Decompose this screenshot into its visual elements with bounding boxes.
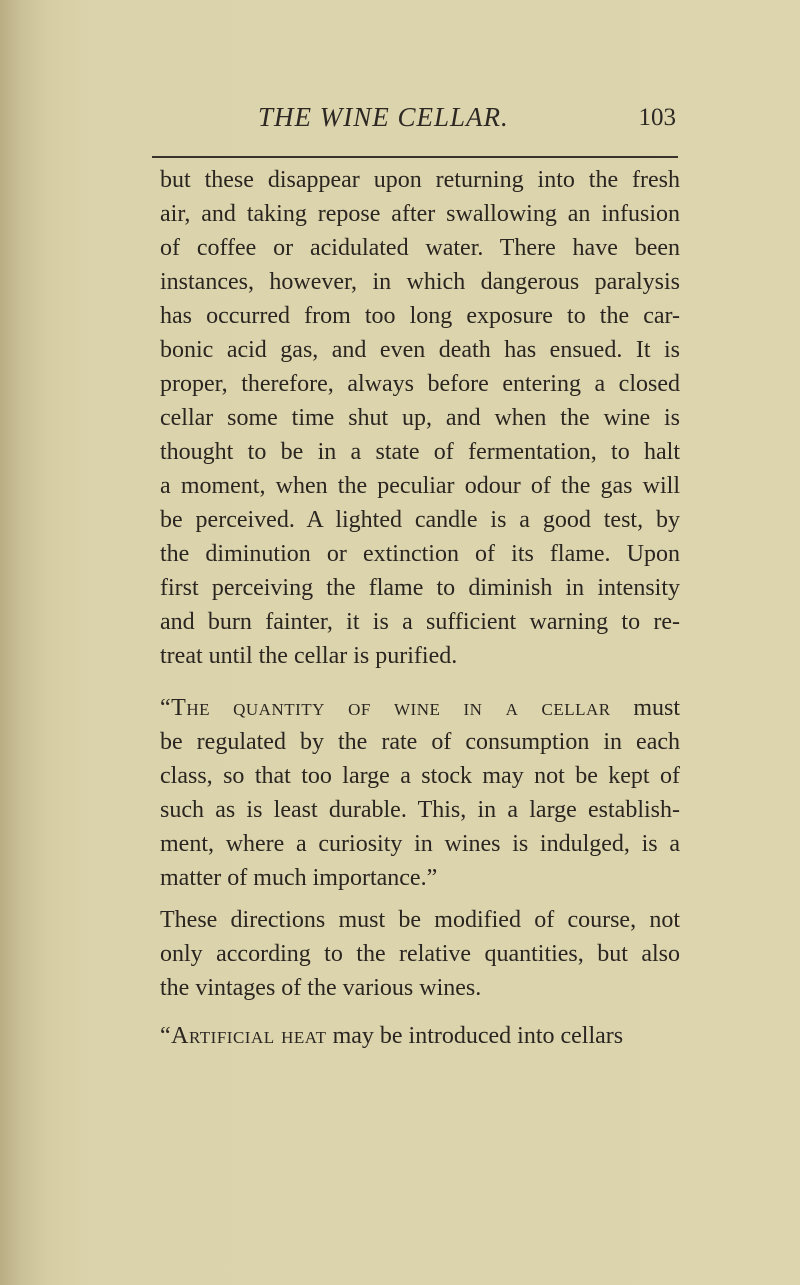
text-line: proper, therefore, always before entering a closed — [160, 371, 680, 397]
text-line: a moment, when the peculiar odour of the gas will — [160, 473, 680, 499]
text-line: first perceiving the flame to diminish in intensity — [160, 575, 680, 601]
text-line: be regulated by the rate of consumption in each — [160, 729, 680, 755]
page-number: 103 — [638, 104, 676, 131]
paragraph-4 — [160, 1019, 680, 1053]
text-line: the diminution or extinction of its flame. Upon — [160, 541, 680, 567]
body-text — [160, 163, 680, 1053]
text-line: class, so that too large a stock may not be kept of — [160, 763, 680, 789]
text-line: treat until the cellar is purified. — [160, 643, 458, 669]
text-line: These directions must be modified of course, not — [160, 907, 680, 933]
text-line: instances, however, in which dangerous paralysis — [160, 269, 680, 295]
text-line: matter of much importance.” — [160, 865, 438, 891]
text-line: thought to be in a state of fermentation, to halt — [160, 439, 680, 465]
running-title: THE WINE CELLAR. — [258, 102, 509, 132]
text-line: has occurred from too long exposure to the car- — [160, 303, 680, 329]
text-line-rest: must — [610, 695, 680, 721]
header-rule — [152, 156, 678, 158]
paragraph-gap — [160, 1005, 680, 1019]
text-line: bonic acid gas, and even death has ensued. It is — [160, 337, 680, 363]
text-line-first — [160, 1019, 680, 1053]
text-line: the vintages of the various wines. — [160, 975, 482, 1001]
paragraph-gap — [160, 895, 680, 903]
paragraph-1 — [160, 163, 680, 673]
text-line: cellar some time shut up, and when the wine is — [160, 405, 680, 431]
text-line: ment, where a curiosity in wines is indulged, is a — [160, 831, 680, 857]
text-line: and burn fainter, it is a sufficient warning to re- — [160, 609, 680, 635]
small-caps-lead: “Artificial heat — [160, 1023, 327, 1049]
text-line: but these disappear upon returning into the fresh — [160, 167, 680, 193]
text-line: of coffee or acidulated water. There have been — [160, 235, 680, 261]
paragraph-3 — [160, 903, 680, 1005]
text-line: such as is least durable. This, in a large establish- — [160, 797, 680, 823]
text-line: only according to the relative quantities, but also — [160, 941, 680, 967]
page-header — [148, 98, 676, 138]
text-line: be perceived. A lighted candle is a good test, by — [160, 507, 680, 533]
text-line-rest: may be introduced into cellars — [326, 1023, 624, 1049]
paragraph-2 — [160, 691, 680, 895]
paragraph-gap — [160, 673, 680, 691]
text-line-first — [160, 691, 680, 725]
text-line: air, and taking repose after swallowing an infusion — [160, 201, 680, 227]
small-caps-lead: “The quantity of wine in a cellar — [160, 695, 611, 721]
